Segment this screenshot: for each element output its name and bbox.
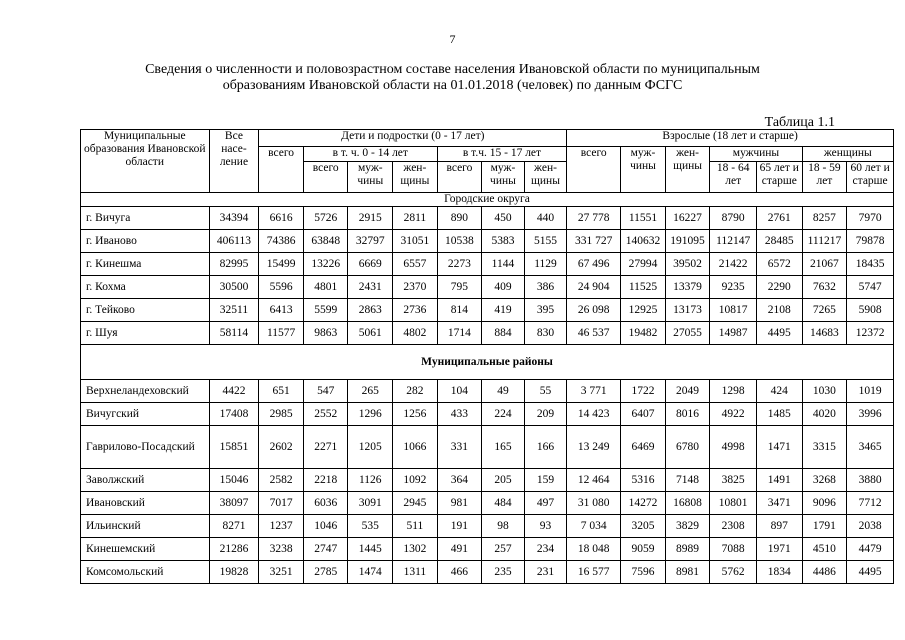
table-cell: 3251: [259, 561, 304, 584]
table-cell: 82995: [209, 253, 259, 276]
table-cell: 166: [524, 426, 567, 469]
table-cell: 6036: [303, 492, 348, 515]
table-cell: 27994: [621, 253, 666, 276]
table-cell: 1144: [482, 253, 525, 276]
table-cell: 4802: [393, 322, 438, 345]
table-cell: 67 496: [567, 253, 621, 276]
table-cell: 98: [482, 515, 525, 538]
table-cell: 1834: [757, 561, 803, 584]
municipality-name: г. Вичуга: [81, 207, 210, 230]
table-cell: 38097: [209, 492, 259, 515]
municipality-name: Гаврилово-Посадский: [81, 426, 210, 469]
table-cell: 2736: [393, 299, 438, 322]
header-0-14-women: жен-щины: [393, 162, 438, 193]
table-cell: 3091: [348, 492, 393, 515]
table-cell: 2785: [303, 561, 348, 584]
table-cell: 6413: [259, 299, 304, 322]
table-cell: 3996: [847, 403, 894, 426]
table-row: [81, 230, 894, 253]
table-cell: 205: [482, 469, 525, 492]
header-men-65-plus: 65 лет и старше: [757, 162, 803, 193]
table-cell: 897: [757, 515, 803, 538]
table-cell: 21422: [710, 253, 757, 276]
table-cell: 1311: [393, 561, 438, 584]
table-cell: 13173: [665, 299, 710, 322]
header-men-group: мужчины: [710, 147, 802, 162]
table-cell: 55: [524, 380, 567, 403]
header-women-18-59: 18 - 59 лет: [802, 162, 847, 193]
table-cell: 4801: [303, 276, 348, 299]
table-cell: 440: [524, 207, 567, 230]
table-cell: 31 080: [567, 492, 621, 515]
table-cell: 2290: [757, 276, 803, 299]
table-cell: 1302: [393, 538, 438, 561]
table-cell: 19828: [209, 561, 259, 584]
table-cell: 5599: [303, 299, 348, 322]
table-cell: 8271: [209, 515, 259, 538]
table-cell: 7596: [621, 561, 666, 584]
title-line-1: Сведения о численности и половозрастном составе населения Ивановской области по муниципальным: [145, 62, 760, 77]
table-cell: 30500: [209, 276, 259, 299]
table-cell: 140632: [621, 230, 666, 253]
table-cell: 10817: [710, 299, 757, 322]
header-women-group: женщины: [802, 147, 893, 162]
table-cell: 12372: [847, 322, 894, 345]
document-title: [90, 62, 815, 94]
header-adults-women: жен-щины: [665, 147, 710, 193]
table-row: [81, 515, 894, 538]
table-cell: 3205: [621, 515, 666, 538]
table-cell: 13 249: [567, 426, 621, 469]
table-cell: 8981: [665, 561, 710, 584]
table-cell: 5747: [847, 276, 894, 299]
section-urban-districts: Городские округа: [81, 193, 894, 207]
table-cell: 1256: [393, 403, 438, 426]
table-cell: 3238: [259, 538, 304, 561]
table-cell: 18435: [847, 253, 894, 276]
table-cell: 224: [482, 403, 525, 426]
table-cell: 795: [437, 276, 482, 299]
table-cell: 191: [437, 515, 482, 538]
table-cell: 93: [524, 515, 567, 538]
table-cell: 6616: [259, 207, 304, 230]
table-cell: 14 423: [567, 403, 621, 426]
section-municipal-districts: Муниципальные районы: [81, 345, 894, 380]
table-cell: 16 577: [567, 561, 621, 584]
header-men-18-64: 18 - 64 лет: [710, 162, 757, 193]
table-cell: 1296: [348, 403, 393, 426]
table-cell: 63848: [303, 230, 348, 253]
table-cell: 10538: [437, 230, 482, 253]
table-cell: 395: [524, 299, 567, 322]
table-row: [81, 207, 894, 230]
table-cell: 547: [303, 380, 348, 403]
municipality-name: г. Кинешма: [81, 253, 210, 276]
table-cell: 28485: [757, 230, 803, 253]
municipality-name: Кинешемский: [81, 538, 210, 561]
table-cell: 3315: [802, 426, 847, 469]
table-cell: 7017: [259, 492, 304, 515]
table-cell: 13379: [665, 276, 710, 299]
table-cell: 2108: [757, 299, 803, 322]
table-cell: 1722: [621, 380, 666, 403]
table-cell: 2582: [259, 469, 304, 492]
table-row: [81, 322, 894, 345]
table-cell: 49: [482, 380, 525, 403]
table-cell: 331: [437, 426, 482, 469]
table-row: [81, 561, 894, 584]
table-cell: 11551: [621, 207, 666, 230]
table-cell: 191095: [665, 230, 710, 253]
table-cell: 1237: [259, 515, 304, 538]
table-cell: 5316: [621, 469, 666, 492]
table-cell: 7088: [710, 538, 757, 561]
municipality-name: Ивановский: [81, 492, 210, 515]
header-incl-15-17: в т.ч. 15 - 17 лет: [437, 147, 567, 162]
header-15-17-men: муж-чины: [482, 162, 525, 193]
table-cell: 1971: [757, 538, 803, 561]
header-all-population: Все насе-ление: [209, 130, 259, 193]
table-cell: 2370: [393, 276, 438, 299]
table-cell: 1474: [348, 561, 393, 584]
municipality-name: г. Шуя: [81, 322, 210, 345]
table-cell: 2761: [757, 207, 803, 230]
table-cell: 1019: [847, 380, 894, 403]
table-cell: 2602: [259, 426, 304, 469]
table-cell: 13226: [303, 253, 348, 276]
table-cell: 8257: [802, 207, 847, 230]
municipality-name: Верхнеландеховский: [81, 380, 210, 403]
table-cell: 491: [437, 538, 482, 561]
table-cell: 1092: [393, 469, 438, 492]
table-cell: 1030: [802, 380, 847, 403]
table-cell: 4998: [710, 426, 757, 469]
table-cell: 1485: [757, 403, 803, 426]
table-cell: 27055: [665, 322, 710, 345]
table-cell: 2049: [665, 380, 710, 403]
table-cell: 3880: [847, 469, 894, 492]
table-cell: 11525: [621, 276, 666, 299]
page-number: 7: [449, 32, 456, 46]
table-cell: 7712: [847, 492, 894, 515]
table-cell: 12925: [621, 299, 666, 322]
municipality-name: г. Кохма: [81, 276, 210, 299]
table-cell: 58114: [209, 322, 259, 345]
table-cell: 7632: [802, 276, 847, 299]
table-cell: 15046: [209, 469, 259, 492]
table-cell: 5762: [710, 561, 757, 584]
table-cell: 79878: [847, 230, 894, 253]
table-row: [81, 380, 894, 403]
table-cell: 14987: [710, 322, 757, 345]
table-row: [81, 403, 894, 426]
table-cell: 14272: [621, 492, 666, 515]
table-cell: 2863: [348, 299, 393, 322]
municipality-name: Комсомольский: [81, 561, 210, 584]
table-cell: 7970: [847, 207, 894, 230]
municipality-name: Ильинский: [81, 515, 210, 538]
table-caption: Таблица 1.1: [764, 115, 835, 130]
table-cell: 6780: [665, 426, 710, 469]
population-table: [80, 129, 894, 584]
header-adults-total: всего: [567, 147, 621, 193]
table-cell: 4922: [710, 403, 757, 426]
table-row: [81, 299, 894, 322]
table-cell: 1491: [757, 469, 803, 492]
header-incl-0-14: в т. ч. 0 - 14 лет: [303, 147, 437, 162]
table-cell: 2308: [710, 515, 757, 538]
table-cell: 890: [437, 207, 482, 230]
table-cell: 2985: [259, 403, 304, 426]
table-cell: 8790: [710, 207, 757, 230]
table-cell: 1471: [757, 426, 803, 469]
table-cell: 6407: [621, 403, 666, 426]
table-cell: 21286: [209, 538, 259, 561]
header-municipality: Муниципальные образования Ивановской области: [81, 130, 210, 193]
table-cell: 433: [437, 403, 482, 426]
table-cell: 16808: [665, 492, 710, 515]
table-row: [81, 469, 894, 492]
table-cell: 27 778: [567, 207, 621, 230]
table-cell: 231: [524, 561, 567, 584]
table-cell: 1066: [393, 426, 438, 469]
table-cell: 535: [348, 515, 393, 538]
table-cell: 7 034: [567, 515, 621, 538]
table-cell: 4495: [757, 322, 803, 345]
table-cell: 5155: [524, 230, 567, 253]
table-cell: 1714: [437, 322, 482, 345]
table-cell: 18 048: [567, 538, 621, 561]
table-cell: 11577: [259, 322, 304, 345]
table-cell: 9096: [802, 492, 847, 515]
table-cell: 257: [482, 538, 525, 561]
table-cell: 2218: [303, 469, 348, 492]
table-cell: 450: [482, 207, 525, 230]
header-women-60-plus: 60 лет и старше: [847, 162, 894, 193]
table-cell: 1126: [348, 469, 393, 492]
table-cell: 209: [524, 403, 567, 426]
municipality-name: Заволжский: [81, 469, 210, 492]
table-cell: 5383: [482, 230, 525, 253]
table-cell: 406113: [209, 230, 259, 253]
table-cell: 265: [348, 380, 393, 403]
table-cell: 8989: [665, 538, 710, 561]
table-cell: 14683: [802, 322, 847, 345]
table-cell: 9235: [710, 276, 757, 299]
table-cell: 3825: [710, 469, 757, 492]
table-cell: 1445: [348, 538, 393, 561]
table-cell: 424: [757, 380, 803, 403]
table-row: [81, 426, 894, 469]
table-cell: 282: [393, 380, 438, 403]
table-cell: 39502: [665, 253, 710, 276]
table-cell: 466: [437, 561, 482, 584]
table-cell: 386: [524, 276, 567, 299]
table-cell: 74386: [259, 230, 304, 253]
table-cell: 2431: [348, 276, 393, 299]
table-cell: 32797: [348, 230, 393, 253]
table-cell: 4486: [802, 561, 847, 584]
header-0-14-men: муж-чины: [348, 162, 393, 193]
table-cell: 484: [482, 492, 525, 515]
table-cell: 19482: [621, 322, 666, 345]
table-cell: 364: [437, 469, 482, 492]
table-cell: 112147: [710, 230, 757, 253]
title-line-2: образованиям Ивановской области на 01.01.2018 (человек) по данным ФСГС: [222, 78, 683, 93]
table-cell: 32511: [209, 299, 259, 322]
table-cell: 6669: [348, 253, 393, 276]
table-row: [81, 538, 894, 561]
table-cell: 4495: [847, 561, 894, 584]
table-cell: 3465: [847, 426, 894, 469]
table-cell: 814: [437, 299, 482, 322]
table-cell: 511: [393, 515, 438, 538]
table-cell: 2273: [437, 253, 482, 276]
table-cell: 235: [482, 561, 525, 584]
table-cell: 4020: [802, 403, 847, 426]
table-cell: 1205: [348, 426, 393, 469]
table-cell: 409: [482, 276, 525, 299]
table-cell: 12 464: [567, 469, 621, 492]
table-cell: 1129: [524, 253, 567, 276]
header-children-total: всего: [259, 147, 304, 193]
table-cell: 981: [437, 492, 482, 515]
table-cell: 26 098: [567, 299, 621, 322]
table-cell: 5726: [303, 207, 348, 230]
header-0-14-total: всего: [303, 162, 348, 193]
table-cell: 3829: [665, 515, 710, 538]
table-cell: 830: [524, 322, 567, 345]
table-cell: 104: [437, 380, 482, 403]
table-cell: 234: [524, 538, 567, 561]
table-cell: 5061: [348, 322, 393, 345]
table-cell: 7148: [665, 469, 710, 492]
table-cell: 1046: [303, 515, 348, 538]
table-cell: 15499: [259, 253, 304, 276]
header-adults-group: Взрослые (18 лет и старше): [567, 130, 894, 147]
table-cell: 21067: [802, 253, 847, 276]
header-adults-men: муж-чины: [621, 147, 666, 193]
table-cell: 34394: [209, 207, 259, 230]
table-cell: 6557: [393, 253, 438, 276]
table-cell: 3471: [757, 492, 803, 515]
table-cell: 3268: [802, 469, 847, 492]
table-cell: 111217: [802, 230, 847, 253]
table-cell: 17408: [209, 403, 259, 426]
table-cell: 5908: [847, 299, 894, 322]
table-cell: 9059: [621, 538, 666, 561]
table-cell: 2747: [303, 538, 348, 561]
table-cell: 651: [259, 380, 304, 403]
table-cell: 1791: [802, 515, 847, 538]
table-cell: 497: [524, 492, 567, 515]
table-cell: 2811: [393, 207, 438, 230]
table-cell: 9863: [303, 322, 348, 345]
table-cell: 15851: [209, 426, 259, 469]
table-cell: 2552: [303, 403, 348, 426]
table-cell: 3 771: [567, 380, 621, 403]
table-row: [81, 276, 894, 299]
table-cell: 4479: [847, 538, 894, 561]
header-children-group: Дети и подростки (0 - 17 лет): [259, 130, 567, 147]
table-cell: 6469: [621, 426, 666, 469]
table-cell: 7265: [802, 299, 847, 322]
table-cell: 46 537: [567, 322, 621, 345]
table-cell: 4422: [209, 380, 259, 403]
header-15-17-women: жен-щины: [524, 162, 567, 193]
table-cell: 159: [524, 469, 567, 492]
table-cell: 8016: [665, 403, 710, 426]
table-cell: 2945: [393, 492, 438, 515]
table-cell: 2271: [303, 426, 348, 469]
header-15-17-total: всего: [437, 162, 482, 193]
municipality-name: г. Иваново: [81, 230, 210, 253]
table-row: [81, 253, 894, 276]
table-cell: 331 727: [567, 230, 621, 253]
table-cell: 419: [482, 299, 525, 322]
municipality-name: г. Тейково: [81, 299, 210, 322]
table-cell: 5596: [259, 276, 304, 299]
table-cell: 165: [482, 426, 525, 469]
table-cell: 6572: [757, 253, 803, 276]
table-cell: 10801: [710, 492, 757, 515]
table-cell: 884: [482, 322, 525, 345]
table-cell: 31051: [393, 230, 438, 253]
table-cell: 4510: [802, 538, 847, 561]
table-cell: 24 904: [567, 276, 621, 299]
table-cell: 2038: [847, 515, 894, 538]
table-row: [81, 492, 894, 515]
municipality-name: Вичугский: [81, 403, 210, 426]
table-cell: 1298: [710, 380, 757, 403]
table-cell: 2915: [348, 207, 393, 230]
table-cell: 16227: [665, 207, 710, 230]
